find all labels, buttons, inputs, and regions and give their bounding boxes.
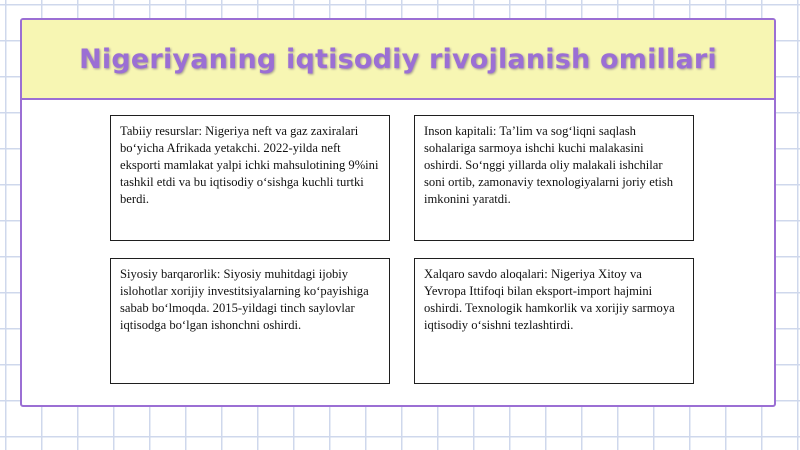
text-box-natural-resources — [110, 115, 390, 241]
slide-title: Nigeriyaning iqtisodiy rivojlanish omillari — [79, 43, 717, 75]
text-box-body: Siyosiy barqarorlik: Siyosiy muhitdagi ijobiy islohotlar xorijiy investitsiyalarning ko‘payishiga sabab bo‘lmoqda. 2015-yildagi tinch saylovlar iqtisodga bo‘lgan ishonchni oshirdi. — [120, 267, 369, 332]
text-box-body: Tabiiy resurslar: Nigeriya neft va gaz zaxiralari bo‘yicha Afrikada yetakchi. 2022-yilda neft eksporti mamlakat yalpi ichki mahsulotining 9%ini tashkil etdi va bu iqtisodiy o‘sishga kuchli turtki berdi. — [120, 124, 379, 206]
text-box-political-stability — [110, 258, 390, 384]
title-banner — [22, 20, 774, 100]
slide — [20, 18, 776, 407]
text-box-body: Xalqaro savdo aloqalari: Nigeriya Xitoy va Yevropa Ittifoqi bilan eksport-import hajmini oshirdi. Texnologik hamkorlik va xorijiy sarmoya iqtisodiy o‘sishni tezlashtirdi. — [424, 267, 675, 332]
text-box-human-capital — [414, 115, 694, 241]
text-box-body: Inson kapitali: Ta’lim va sog‘liqni saqlash sohalariga sarmoya ishchi kuchi malakasini oshirdi. So‘nggi yillarda oliy malakali ishchilar soni ortib, zamonaviy texnologiyalarni joriy etish imkonini yaratdi. — [424, 124, 674, 206]
text-box-international-trade — [414, 258, 694, 384]
